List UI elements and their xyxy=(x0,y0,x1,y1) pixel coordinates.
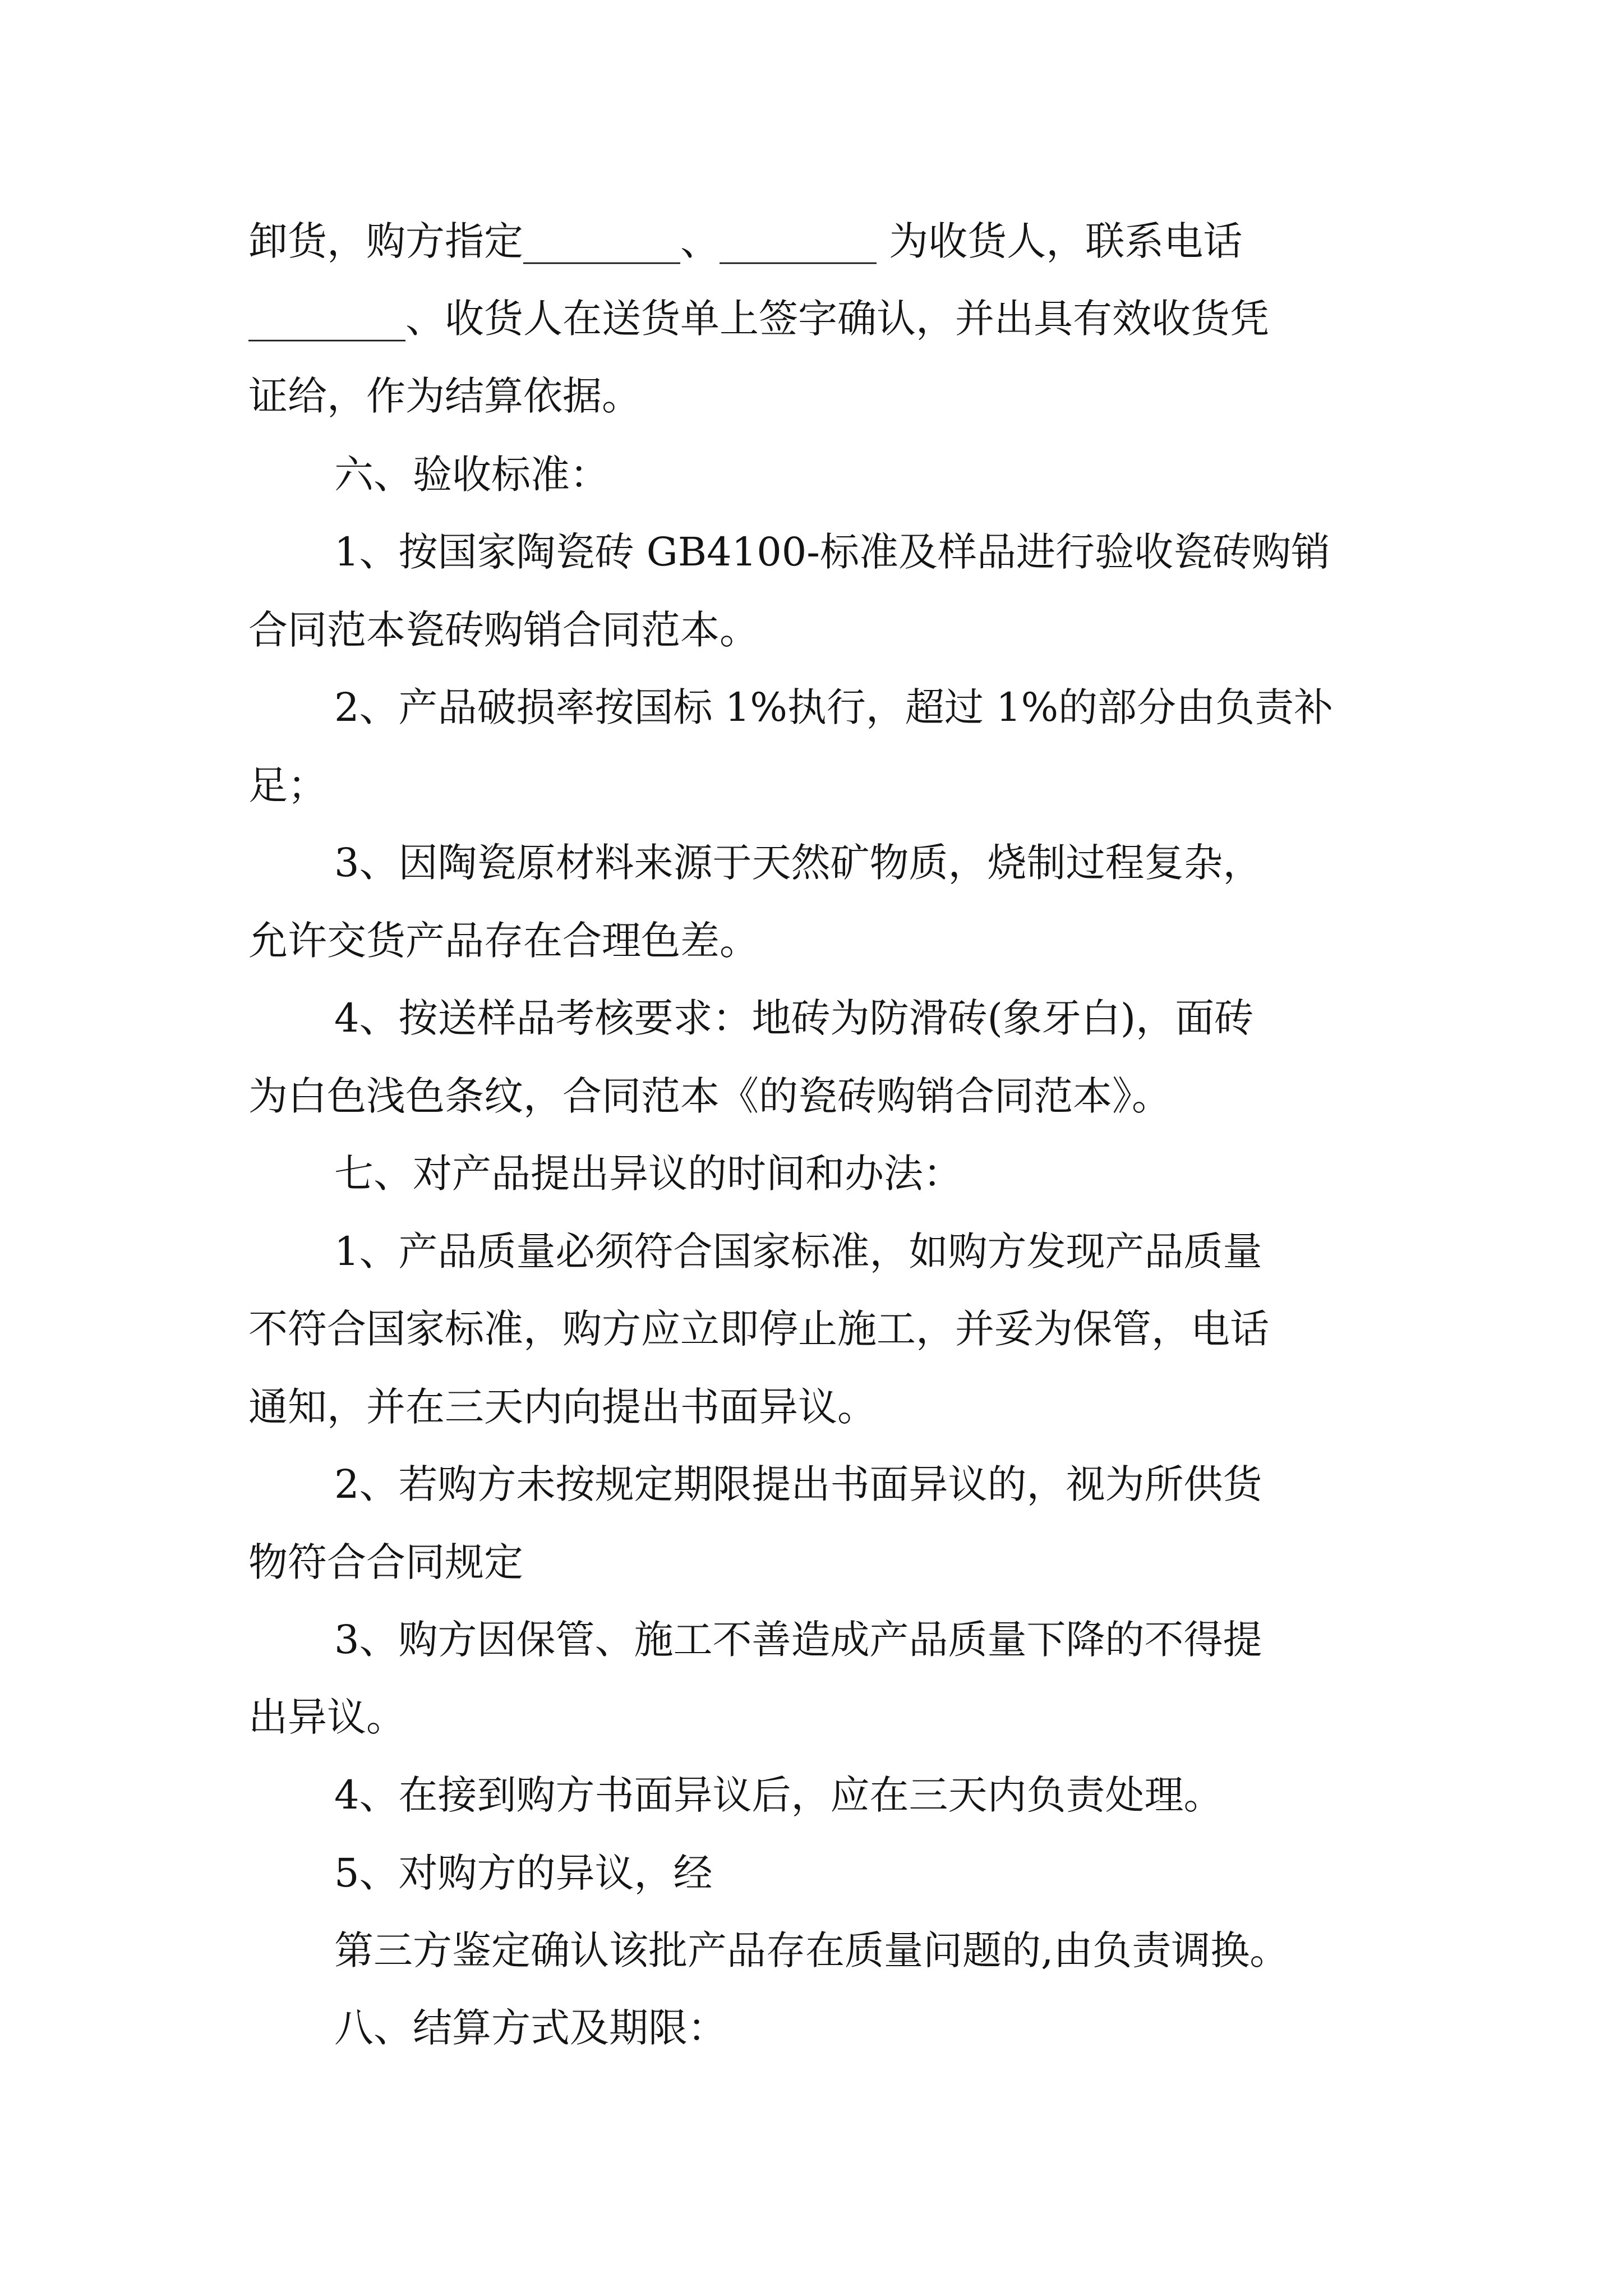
text-line: 证给，作为结算依据。 xyxy=(248,373,641,419)
text-line: 1、按国家陶瓷砖 GB4100-标准及样品进行验收瓷砖购销 xyxy=(334,529,1330,575)
text-line: 第三方鉴定确认该批产品存在质量问题的,由负责调换。 xyxy=(334,1927,1289,1973)
text-line: 足； xyxy=(248,762,327,808)
text-line: 3、因陶瓷原材料来源于天然矿物质，烧制过程复杂， xyxy=(334,840,1262,886)
text-line: 3、购方因保管、施工不善造成产品质量下降的不得提 xyxy=(334,1617,1262,1663)
text-line: 卸货，购方指定________、________ 为收货人，联系电话 xyxy=(248,218,1243,264)
text-line: 4、在接到购方书面异议后，应在三天内负责处理。 xyxy=(334,1772,1223,1818)
section-heading: 八、结算方式及期限： xyxy=(334,2005,727,2051)
text-line: 通知，并在三天内向提出书面异议。 xyxy=(248,1384,877,1430)
text-line: 合同范本瓷砖购销合同范本。 xyxy=(248,607,759,653)
text-line: 不符合国家标准，购方应立即停止施工，并妥为保管，电话 xyxy=(248,1306,1269,1352)
text-line: 2、若购方未按规定期限提出书面异议的，视为所供货 xyxy=(334,1461,1262,1507)
text-line: 4、按送样品考核要求：地砖为防滑砖(象牙白)，面砖 xyxy=(334,995,1254,1041)
text-line: ________、收货人在送货单上签字确认，并出具有效收货凭 xyxy=(248,296,1269,342)
text-line: 1、产品质量必须符合国家标准，如购方发现产品质量 xyxy=(334,1228,1262,1274)
text-line: 允许交货产品存在合理色差。 xyxy=(248,918,759,964)
section-heading: 七、对产品提出异议的时间和办法： xyxy=(334,1151,962,1197)
text-line: 物符合合同规定 xyxy=(248,1539,523,1585)
text-line: 出异议。 xyxy=(248,1694,405,1740)
text-line: 5、对购方的异议，经 xyxy=(334,1850,713,1896)
text-line: 为白色浅色条纹，合同范本《的瓷砖购销合同范本》。 xyxy=(248,1073,1171,1119)
section-heading: 六、验收标准： xyxy=(334,452,609,498)
text-line: 2、产品破损率按国标 1%执行，超过 1%的部分由负责补 xyxy=(334,684,1334,730)
